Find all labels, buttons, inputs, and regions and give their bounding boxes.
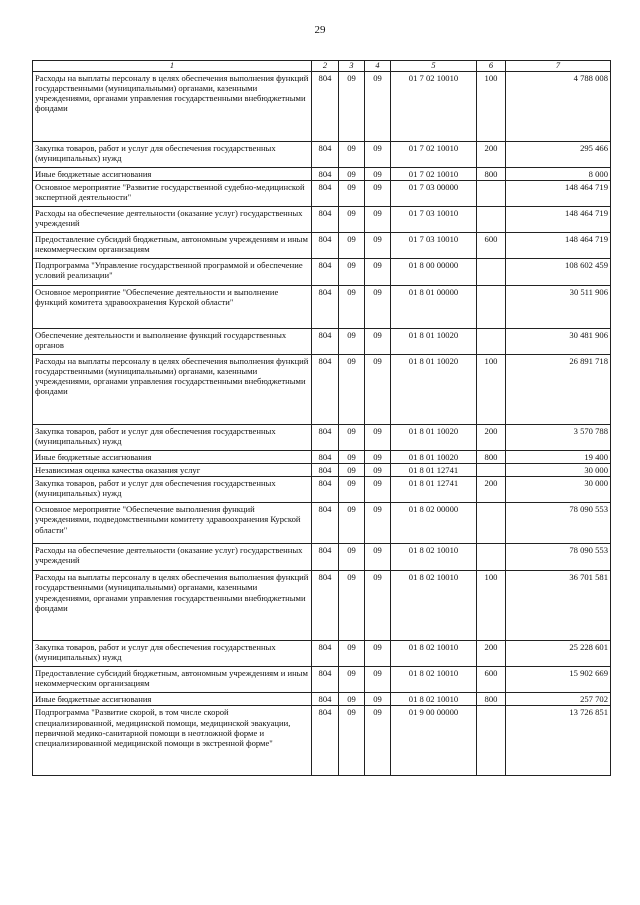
row-col-5: 01 9 00 00000 bbox=[391, 706, 477, 776]
row-description: Предоставление субсидий бюджетным, автономным учреждениям и иным некоммерческим организациям bbox=[33, 233, 312, 259]
row-col-5: 01 8 00 00000 bbox=[391, 259, 477, 286]
row-col-2: 804 bbox=[312, 451, 339, 464]
row-col-4: 09 bbox=[365, 167, 391, 180]
table-row bbox=[33, 181, 611, 207]
row-col-6: 800 bbox=[477, 693, 506, 706]
row-description: Расходы на выплаты персоналу в целях обеспечения выполнения функций государственными (муниципальными) органами, казенными учреждениями, органами управления государственными внебюджетными фондами bbox=[33, 71, 312, 141]
row-col-3: 09 bbox=[339, 425, 365, 451]
row-col-6: 200 bbox=[477, 141, 506, 167]
row-description: Основное мероприятие "Развитие государственной судебно-медицинской экспертной деятельности" bbox=[33, 181, 312, 207]
row-description: Расходы на выплаты персоналу в целях обеспечения выполнения функций государственными (муниципальными) органами, казенными учреждениями, органами управления государственными внебюджетными фондами bbox=[33, 571, 312, 641]
row-col-2: 804 bbox=[312, 706, 339, 776]
row-col-4: 09 bbox=[365, 181, 391, 207]
row-col-5: 01 8 01 12741 bbox=[391, 477, 477, 503]
row-col-5: 01 8 01 10020 bbox=[391, 355, 477, 425]
row-col-7: 25 228 601 bbox=[506, 641, 611, 667]
row-description: Закупка товаров, работ и услуг для обеспечения государственных (муниципальных) нужд bbox=[33, 425, 312, 451]
row-description: Расходы на обеспечение деятельности (оказание услуг) государственных учреждений bbox=[33, 207, 312, 233]
row-col-7: 30 000 bbox=[506, 477, 611, 503]
table-row bbox=[33, 503, 611, 544]
row-col-6: 800 bbox=[477, 167, 506, 180]
row-col-6: 600 bbox=[477, 233, 506, 259]
row-col-5: 01 7 03 00000 bbox=[391, 181, 477, 207]
row-col-4: 09 bbox=[365, 233, 391, 259]
row-col-2: 804 bbox=[312, 641, 339, 667]
row-col-4: 09 bbox=[365, 464, 391, 477]
row-col-5: 01 8 02 10010 bbox=[391, 571, 477, 641]
row-col-3: 09 bbox=[339, 667, 365, 693]
row-col-6 bbox=[477, 503, 506, 544]
row-col-3: 09 bbox=[339, 464, 365, 477]
row-col-3: 09 bbox=[339, 233, 365, 259]
row-col-3: 09 bbox=[339, 544, 365, 571]
row-description: Независимая оценка качества оказания услуг bbox=[33, 464, 312, 477]
row-col-2: 804 bbox=[312, 667, 339, 693]
row-col-4: 09 bbox=[365, 571, 391, 641]
row-col-7: 30 000 bbox=[506, 464, 611, 477]
row-col-3: 09 bbox=[339, 286, 365, 329]
row-col-7: 148 464 719 bbox=[506, 233, 611, 259]
table-row bbox=[33, 706, 611, 776]
row-col-7: 19 400 bbox=[506, 451, 611, 464]
header-col-1: 1 bbox=[33, 61, 312, 72]
table-header-row bbox=[33, 61, 611, 72]
row-col-4: 09 bbox=[365, 141, 391, 167]
table-row bbox=[33, 167, 611, 180]
row-col-4: 09 bbox=[365, 355, 391, 425]
row-col-2: 804 bbox=[312, 355, 339, 425]
row-col-3: 09 bbox=[339, 477, 365, 503]
row-col-6 bbox=[477, 329, 506, 355]
budget-table bbox=[32, 60, 611, 776]
row-col-2: 804 bbox=[312, 503, 339, 544]
header-col-7: 7 bbox=[506, 61, 611, 72]
row-col-4: 09 bbox=[365, 207, 391, 233]
row-col-5: 01 7 02 10010 bbox=[391, 141, 477, 167]
row-col-5: 01 8 01 10020 bbox=[391, 451, 477, 464]
row-col-4: 09 bbox=[365, 425, 391, 451]
row-col-7: 36 701 581 bbox=[506, 571, 611, 641]
row-col-4: 09 bbox=[365, 259, 391, 286]
row-col-4: 09 bbox=[365, 286, 391, 329]
row-col-7: 30 511 906 bbox=[506, 286, 611, 329]
row-col-3: 09 bbox=[339, 141, 365, 167]
row-col-7: 15 902 669 bbox=[506, 667, 611, 693]
table-row bbox=[33, 329, 611, 355]
row-col-2: 804 bbox=[312, 141, 339, 167]
row-description: Подпрограмма "Управление государственной программой и обеспечение условий реализации" bbox=[33, 259, 312, 286]
row-col-5: 01 8 02 00000 bbox=[391, 503, 477, 544]
row-col-2: 804 bbox=[312, 477, 339, 503]
row-col-6: 100 bbox=[477, 571, 506, 641]
table-row bbox=[33, 207, 611, 233]
row-col-2: 804 bbox=[312, 464, 339, 477]
row-col-2: 804 bbox=[312, 259, 339, 286]
row-col-3: 09 bbox=[339, 329, 365, 355]
row-col-4: 09 bbox=[365, 693, 391, 706]
row-col-7: 4 788 008 bbox=[506, 71, 611, 141]
row-col-7: 78 090 553 bbox=[506, 503, 611, 544]
row-col-2: 804 bbox=[312, 571, 339, 641]
table-row bbox=[33, 355, 611, 425]
row-col-2: 804 bbox=[312, 286, 339, 329]
table-row bbox=[33, 667, 611, 693]
row-col-7: 3 570 788 bbox=[506, 425, 611, 451]
row-col-4: 09 bbox=[365, 71, 391, 141]
row-col-2: 804 bbox=[312, 233, 339, 259]
row-col-7: 30 481 906 bbox=[506, 329, 611, 355]
row-col-4: 09 bbox=[365, 544, 391, 571]
row-col-3: 09 bbox=[339, 259, 365, 286]
table-row bbox=[33, 451, 611, 464]
row-col-6 bbox=[477, 181, 506, 207]
header-col-3: 3 bbox=[339, 61, 365, 72]
row-col-3: 09 bbox=[339, 641, 365, 667]
header-col-2: 2 bbox=[312, 61, 339, 72]
row-description: Основное мероприятие "Обеспечение выполнения функций учреждениями, подведомственными комитету здравоохранения Курской области" bbox=[33, 503, 312, 544]
row-col-5: 01 8 02 10010 bbox=[391, 641, 477, 667]
table-row bbox=[33, 286, 611, 329]
row-description: Иные бюджетные ассигнования bbox=[33, 693, 312, 706]
row-col-6: 200 bbox=[477, 477, 506, 503]
row-col-6 bbox=[477, 286, 506, 329]
row-col-2: 804 bbox=[312, 425, 339, 451]
header-col-6: 6 bbox=[477, 61, 506, 72]
table-row bbox=[33, 233, 611, 259]
row-description: Иные бюджетные ассигнования bbox=[33, 167, 312, 180]
row-col-5: 01 7 02 10010 bbox=[391, 71, 477, 141]
page-number: 29 bbox=[314, 24, 326, 36]
row-col-5: 01 7 03 10010 bbox=[391, 207, 477, 233]
row-col-5: 01 8 01 10020 bbox=[391, 425, 477, 451]
table-row bbox=[33, 259, 611, 286]
row-description: Основное мероприятие "Обеспечение деятельности и выполнение функций комитета здравоохранения Курской области" bbox=[33, 286, 312, 329]
row-col-6: 100 bbox=[477, 355, 506, 425]
row-description: Обеспечение деятельности и выполнение функций государственных органов bbox=[33, 329, 312, 355]
table-row bbox=[33, 544, 611, 571]
table-row bbox=[33, 477, 611, 503]
row-col-4: 09 bbox=[365, 667, 391, 693]
row-col-6 bbox=[477, 207, 506, 233]
row-col-7: 78 090 553 bbox=[506, 544, 611, 571]
table-row bbox=[33, 693, 611, 706]
row-col-7: 257 702 bbox=[506, 693, 611, 706]
row-col-5: 01 8 01 00000 bbox=[391, 286, 477, 329]
row-col-6 bbox=[477, 259, 506, 286]
row-col-7: 13 726 851 bbox=[506, 706, 611, 776]
table-row bbox=[33, 571, 611, 641]
row-col-6: 800 bbox=[477, 451, 506, 464]
row-col-6: 100 bbox=[477, 71, 506, 141]
row-col-5: 01 8 02 10010 bbox=[391, 667, 477, 693]
row-col-3: 09 bbox=[339, 503, 365, 544]
row-description: Подпрограмма "Развитие скорой, в том числе скорой специализированной, медицинской помощи, медицинской эвакуации, первичной медико-санитарной помощи в неотложной форме и специализированной медицинской помощи в экстренной форме" bbox=[33, 706, 312, 776]
row-description: Расходы на выплаты персоналу в целях обеспечения выполнения функций государственными (муниципальными) органами, казенными учреждениями, органами управления государственными внебюджетными фондами bbox=[33, 355, 312, 425]
row-col-5: 01 8 01 12741 bbox=[391, 464, 477, 477]
row-col-5: 01 8 01 10020 bbox=[391, 329, 477, 355]
row-col-3: 09 bbox=[339, 355, 365, 425]
header-col-4: 4 bbox=[365, 61, 391, 72]
row-col-3: 09 bbox=[339, 571, 365, 641]
row-col-3: 09 bbox=[339, 167, 365, 180]
row-description: Предоставление субсидий бюджетным, автономным учреждениям и иным некоммерческим организациям bbox=[33, 667, 312, 693]
row-col-7: 108 602 459 bbox=[506, 259, 611, 286]
row-col-6 bbox=[477, 706, 506, 776]
row-col-6: 200 bbox=[477, 425, 506, 451]
row-description: Расходы на обеспечение деятельности (оказание услуг) государственных учреждений bbox=[33, 544, 312, 571]
row-col-6 bbox=[477, 544, 506, 571]
row-col-5: 01 7 03 10010 bbox=[391, 233, 477, 259]
row-col-4: 09 bbox=[365, 477, 391, 503]
row-col-5: 01 8 02 10010 bbox=[391, 544, 477, 571]
row-col-3: 09 bbox=[339, 451, 365, 464]
row-col-5: 01 8 02 10010 bbox=[391, 693, 477, 706]
table-row bbox=[33, 71, 611, 141]
table-row bbox=[33, 464, 611, 477]
row-description: Закупка товаров, работ и услуг для обеспечения государственных (муниципальных) нужд bbox=[33, 477, 312, 503]
row-col-5: 01 7 02 10010 bbox=[391, 167, 477, 180]
row-col-3: 09 bbox=[339, 71, 365, 141]
row-col-2: 804 bbox=[312, 71, 339, 141]
row-col-3: 09 bbox=[339, 706, 365, 776]
row-description: Закупка товаров, работ и услуг для обеспечения государственных (муниципальных) нужд bbox=[33, 141, 312, 167]
table-row bbox=[33, 425, 611, 451]
row-col-2: 804 bbox=[312, 329, 339, 355]
row-col-4: 09 bbox=[365, 503, 391, 544]
row-col-3: 09 bbox=[339, 207, 365, 233]
row-col-3: 09 bbox=[339, 181, 365, 207]
row-description: Закупка товаров, работ и услуг для обеспечения государственных (муниципальных) нужд bbox=[33, 641, 312, 667]
row-col-2: 804 bbox=[312, 167, 339, 180]
row-col-7: 295 466 bbox=[506, 141, 611, 167]
table-row bbox=[33, 141, 611, 167]
row-col-4: 09 bbox=[365, 641, 391, 667]
table-row bbox=[33, 641, 611, 667]
row-col-7: 26 891 718 bbox=[506, 355, 611, 425]
row-col-6 bbox=[477, 464, 506, 477]
row-col-4: 09 bbox=[365, 706, 391, 776]
header-col-5: 5 bbox=[391, 61, 477, 72]
row-col-4: 09 bbox=[365, 329, 391, 355]
row-col-7: 148 464 719 bbox=[506, 181, 611, 207]
row-col-6: 600 bbox=[477, 667, 506, 693]
row-col-2: 804 bbox=[312, 693, 339, 706]
row-col-2: 804 bbox=[312, 207, 339, 233]
row-col-2: 804 bbox=[312, 544, 339, 571]
row-col-3: 09 bbox=[339, 693, 365, 706]
row-description: Иные бюджетные ассигнования bbox=[33, 451, 312, 464]
row-col-2: 804 bbox=[312, 181, 339, 207]
table-body bbox=[33, 71, 611, 776]
row-col-4: 09 bbox=[365, 451, 391, 464]
row-col-7: 148 464 719 bbox=[506, 207, 611, 233]
row-col-7: 8 000 bbox=[506, 167, 611, 180]
row-col-6: 200 bbox=[477, 641, 506, 667]
